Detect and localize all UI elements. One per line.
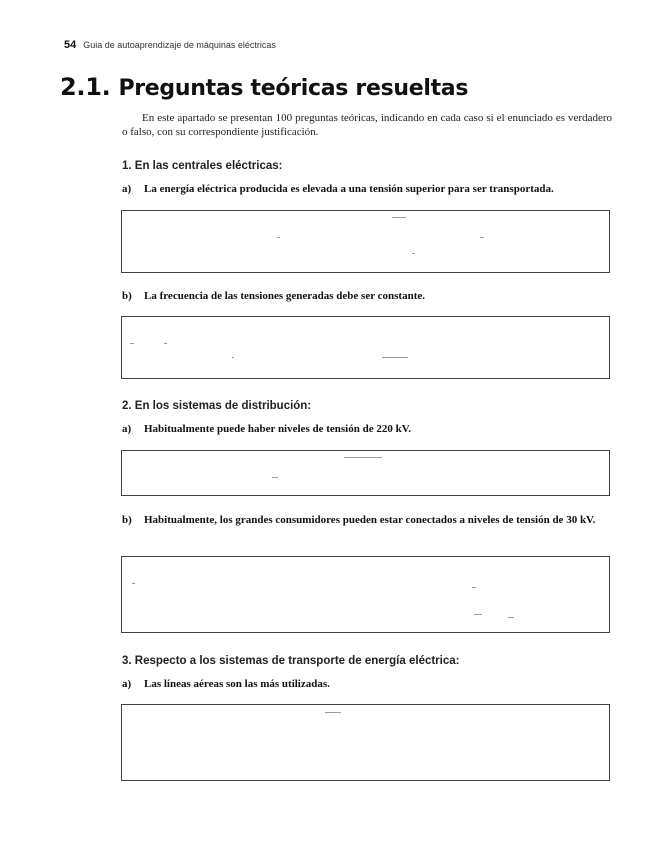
scan-speck: [392, 217, 406, 218]
book-title: Guia de autoaprendizaje de máquinas eléctricas: [83, 40, 276, 50]
question-1b: [122, 289, 612, 303]
scan-speck: [232, 357, 234, 358]
section-title-text: Preguntas teóricas resueltas: [118, 76, 469, 101]
question-2a: [122, 422, 612, 436]
running-head: [64, 39, 276, 51]
answer-box-1b[interactable]: [121, 316, 610, 379]
item-text: Las líneas aéreas son las más utilizadas.: [144, 678, 330, 690]
intro-paragraph: En este apartado se presentan 100 preguntas teóricas, indicando en cada caso si el enunciado es verdadero o falso, con su correspondiente justificación.: [122, 112, 612, 138]
answer-box-2b[interactable]: [121, 556, 610, 633]
scan-speck: [412, 253, 415, 254]
scan-speck: [272, 477, 278, 478]
item-letter: a): [122, 678, 132, 690]
answer-box-1a[interactable]: [121, 210, 610, 273]
page-number: 54: [64, 39, 77, 51]
scan-speck: [382, 357, 408, 358]
item-text: La frecuencia de las tensiones generadas debe ser constante.: [144, 290, 425, 302]
section-number: 2.1.: [60, 73, 111, 101]
answer-box-3a[interactable]: [121, 704, 610, 781]
item-letter: b): [122, 290, 132, 302]
item-letter: b): [122, 514, 132, 526]
scan-speck: [277, 237, 280, 238]
scan-speck: [130, 343, 134, 344]
answer-box-2a[interactable]: [121, 450, 610, 496]
item-text: Habitualmente, los grandes consumidores pueden estar conectados a niveles de tensión de 30 kV.: [144, 514, 596, 526]
scan-speck: [132, 583, 135, 584]
item-letter: a): [122, 183, 132, 195]
section-title: [60, 73, 468, 101]
question-3-heading: 3. Respecto a los sistemas de transporte de energía eléctrica:: [122, 655, 460, 667]
question-1a: [122, 182, 612, 196]
item-text: Habitualmente puede haber niveles de tensión de 220 kV.: [144, 423, 411, 435]
scan-speck: [508, 617, 514, 618]
scan-speck: [472, 587, 476, 588]
scan-speck: [474, 614, 482, 615]
question-2-heading: 2. En los sistemas de distribución:: [122, 400, 312, 412]
question-3a: [122, 677, 612, 691]
scan-speck: [325, 712, 341, 713]
item-letter: a): [122, 423, 132, 435]
scan-speck: [164, 343, 167, 344]
item-text: La energía eléctrica producida es elevada a una tensión superior para ser transportada.: [144, 183, 554, 195]
scan-speck: [344, 457, 382, 458]
scan-speck: [480, 237, 484, 238]
question-2b: [122, 513, 612, 527]
question-1-heading: 1. En las centrales eléctricas:: [122, 160, 283, 172]
